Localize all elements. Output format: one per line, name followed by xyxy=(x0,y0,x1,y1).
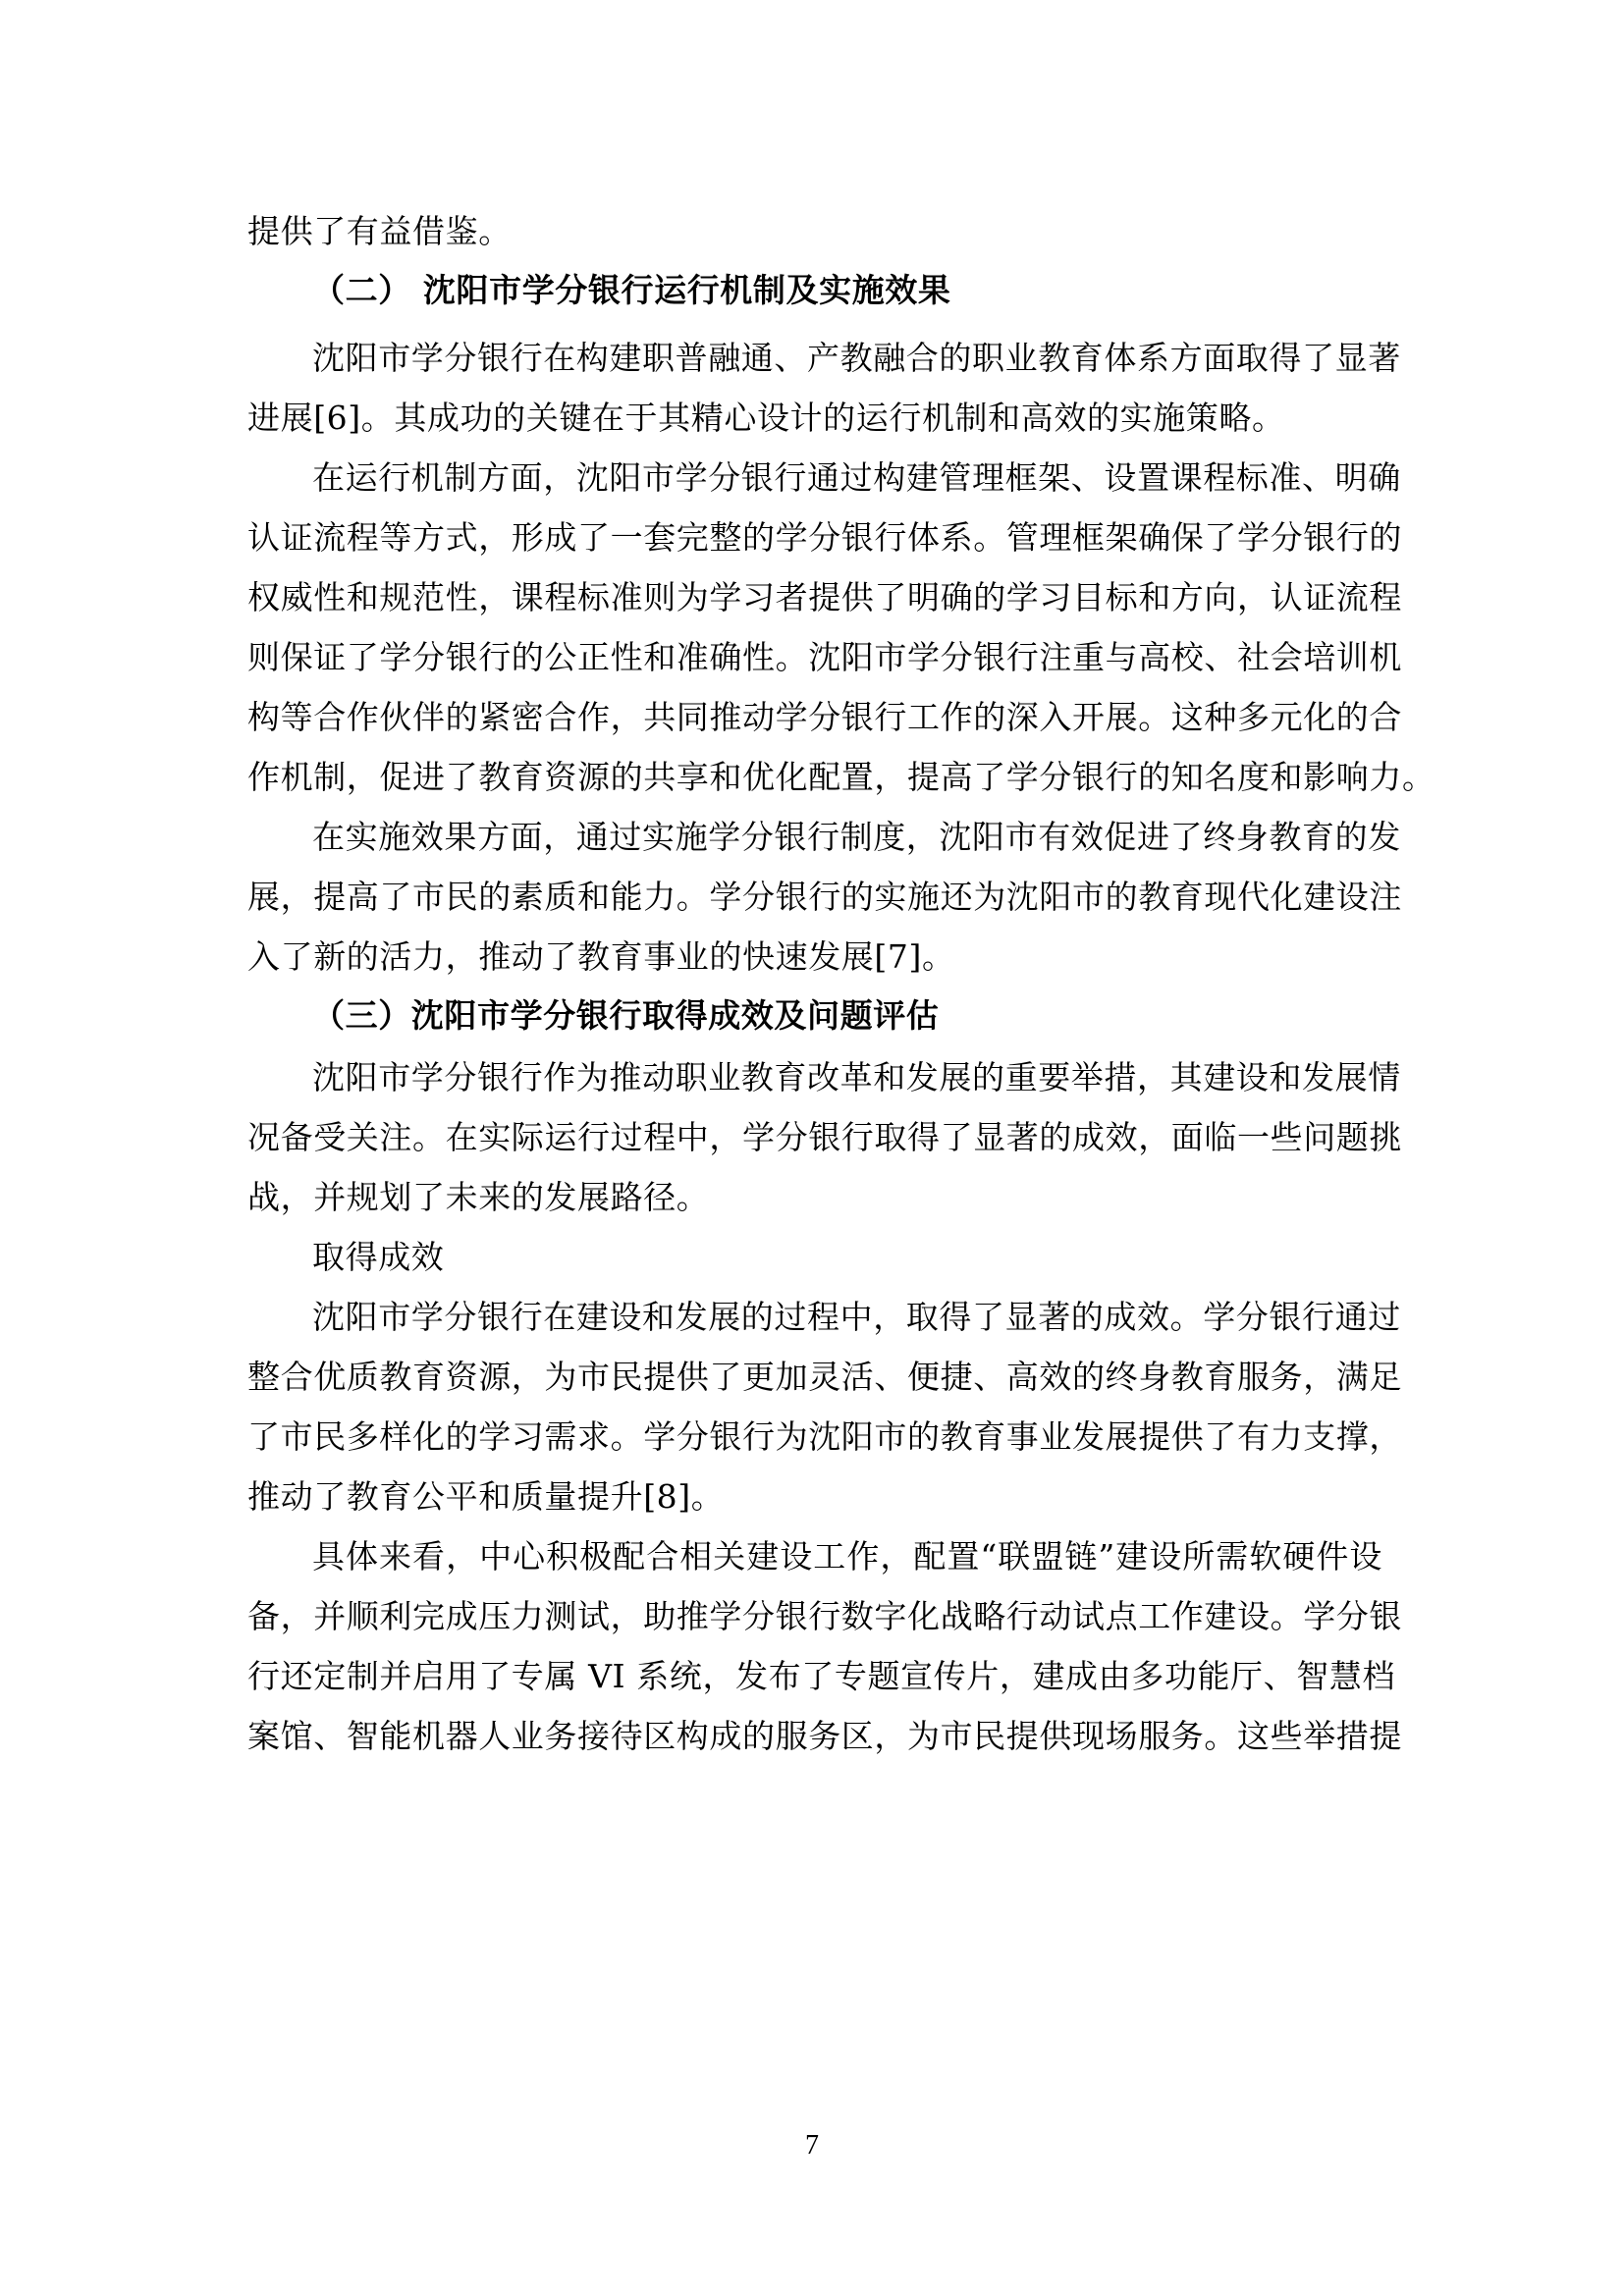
paragraph-line: 认证流程等方式，形成了一套完整的学分银行体系。管理框架确保了学分银行的 xyxy=(247,518,1402,557)
paragraph-line: 沈阳市学分银行在建设和发展的过程中，取得了显著的成效。学分银行通过 xyxy=(312,1298,1401,1336)
paragraph-line: 则保证了学分银行的公正性和准确性。沈阳市学分银行注重与高校、社会培训机 xyxy=(247,638,1402,676)
paragraph-line: 整合优质教育资源，为市民提供了更加灵活、便捷、高效的终身教育服务，满足 xyxy=(247,1358,1402,1396)
paragraph-line: 进展[6]。其成功的关键在于其精心设计的运行机制和高效的实施策略。 xyxy=(247,399,1285,437)
paragraph-line: 权威性和规范性，课程标准则为学习者提供了明确的学习目标和方向，认证流程 xyxy=(247,578,1402,616)
section-heading: （二） 沈阳市学分银行运行机制及实施效果 xyxy=(312,271,951,309)
paragraph-line: 况备受关注。在实际运行过程中，学分银行取得了显著的成效，面临一些问题挑 xyxy=(247,1118,1402,1156)
paragraph-line: 作机制，促进了教育资源的共享和优化配置，提高了学分银行的知名度和影响力。 xyxy=(247,758,1435,796)
paragraph-line: 备，并顺利完成压力测试，助推学分银行数字化战略行动试点工作建设。学分银 xyxy=(247,1597,1402,1635)
paragraph-line: 了市民多样化的学习需求。学分银行为沈阳市的教育事业发展提供了有力支撑， xyxy=(247,1417,1402,1456)
paragraph-line: 提供了有益借鉴。 xyxy=(247,212,512,250)
section-heading: （三）沈阳市学分银行取得成效及问题评估 xyxy=(312,996,940,1035)
subheading-line: 取得成效 xyxy=(312,1238,445,1276)
paragraph-line: 展，提高了市民的素质和能力。学分银行的实施还为沈阳市的教育现代化建设注 xyxy=(247,878,1402,916)
paragraph-line: 行还定制并启用了专属 VI 系统，发布了专题宣传片，建成由多功能厅、智慧档 xyxy=(247,1657,1396,1695)
paragraph-line: 入了新的活力，推动了教育事业的快速发展[7]。 xyxy=(247,937,955,976)
paragraph-line: 沈阳市学分银行在构建职普融通、产教融合的职业教育体系方面取得了显著 xyxy=(312,339,1401,377)
paragraph-line: 战，并规划了未来的发展路径。 xyxy=(247,1178,710,1216)
paragraph-line: 案馆、智能机器人业务接待区构成的服务区，为市民提供现场服务。这些举措提 xyxy=(247,1717,1402,1755)
page-number: 7 xyxy=(805,2130,819,2161)
paragraph-line: 在运行机制方面，沈阳市学分银行通过构建管理框架、设置课程标准、明确 xyxy=(312,458,1401,497)
paragraph-line: 构等合作伙伴的紧密合作，共同推动学分银行工作的深入开展。这种多元化的合 xyxy=(247,698,1402,736)
paragraph-line: 在实施效果方面，通过实施学分银行制度，沈阳市有效促进了终身教育的发 xyxy=(312,818,1401,856)
paragraph-line: 沈阳市学分银行作为推动职业教育改革和发展的重要举措，其建设和发展情 xyxy=(312,1058,1401,1096)
paragraph-line: 推动了教育公平和质量提升[8]。 xyxy=(247,1477,725,1516)
paragraph-line: 具体来看，中心积极配合相关建设工作，配置“联盟链”建设所需软硬件设 xyxy=(312,1537,1382,1575)
